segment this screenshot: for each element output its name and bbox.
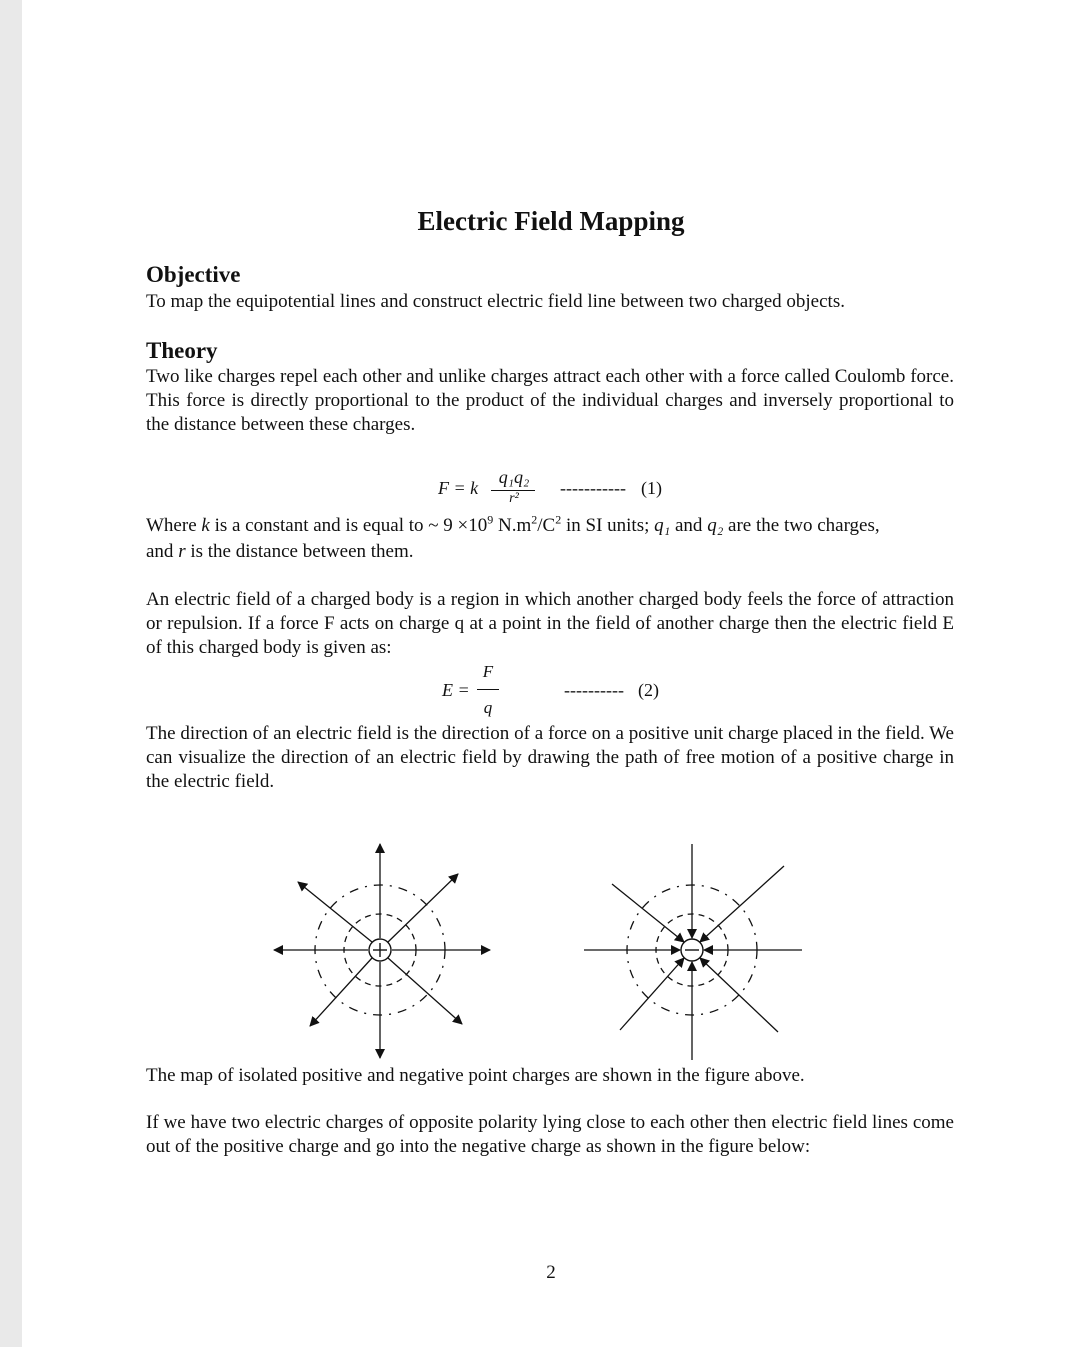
positive-charge-diagram xyxy=(274,844,490,1058)
field-line-upleft xyxy=(298,882,372,942)
figure-caption: The map of isolated positive and negative point charges are shown in the figure above. xyxy=(146,1065,805,1086)
where-line-1: Where k is a constant and is equal to ~ $9 \times 10^9$ $N.m^2/C^2$ in SI units; q₁ and q₂ are the two charges, xyxy=(146,512,880,536)
eq2-numerator: F xyxy=(482,662,494,681)
eq1-numerator: q₁q₂ xyxy=(498,467,530,487)
field-line-upright xyxy=(388,874,458,942)
eq1-denominator: r² xyxy=(509,491,519,506)
page-title: Electric Field Mapping xyxy=(417,206,685,236)
eq1-dashes: ----------- xyxy=(560,478,626,498)
document-page xyxy=(22,0,1080,1347)
theory-paragraph-3: The direction of an electric field is the direction of a force on a positive unit charge placed in the field. We can visualize the direction of an electric field by drawing the path of free motion of a positive charge in the electric field. xyxy=(146,723,954,792)
theory-paragraph-1: Two like charges repel each other and unlike charges attract each other with a force called Coulomb force. This force is directly proportional to the product of the individual charges and inversely proportional to the distance between these charges. xyxy=(146,366,954,435)
theory-paragraph-2: An electric field of a charged body is a region in which another charged body feels the force of attraction or repulsion. If a force F acts on charge q at a point in the field of another charge then the electric field E of this charged body is given as: xyxy=(146,589,954,658)
theory-heading: Theory xyxy=(146,338,218,363)
eq2-denominator: q xyxy=(483,698,493,717)
objective-heading: Objective xyxy=(146,262,241,287)
eq2-label: (2) xyxy=(638,680,659,700)
eq1-label: (1) xyxy=(641,478,662,498)
field-line-in-upleft xyxy=(612,884,684,942)
negative-charge-diagram xyxy=(584,844,802,1060)
eq2-dashes: ---------- xyxy=(564,680,624,700)
objective-text: To map the equipotential lines and construct electric field line between two charged objects. xyxy=(146,291,845,312)
eq2-lhs: E = xyxy=(442,680,470,700)
field-line-downright xyxy=(388,958,462,1024)
point-charge-field-figure xyxy=(262,830,822,1070)
field-line-in-upright xyxy=(700,866,784,942)
theory-paragraph-4: If we have two electric charges of opposite polarity lying close to each other then electric field lines come out of the positive charge and go into the negative charge as shown in the figure below: xyxy=(146,1112,954,1157)
where-line-2: and r is the distance between them. xyxy=(146,541,414,562)
field-line-in-downright xyxy=(700,958,778,1032)
eq1-lhs: F = k xyxy=(438,478,479,498)
field-line-downleft xyxy=(310,958,372,1026)
page-number: 2 xyxy=(546,1262,556,1283)
field-line-in-downleft xyxy=(620,958,684,1030)
